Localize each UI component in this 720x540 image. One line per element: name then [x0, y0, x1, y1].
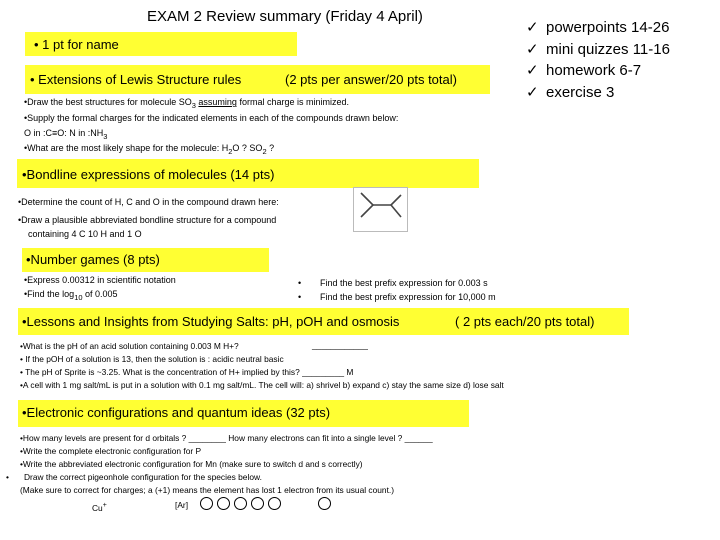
electronic-question-1: •How many levels are present for d orbitals ? ________ How many electrons can fit into a single level ? ______: [20, 433, 433, 443]
checklist-label: homework 6-7: [546, 62, 642, 79]
electronic-question-4-bullet: •: [6, 472, 9, 482]
electronic-question-2: •Write the complete electronic configuration for P: [20, 446, 202, 456]
checklist-label: mini quizzes 11-16: [546, 40, 670, 58]
lewis-line-1: •Draw the best structures for molecule $SO_3$ assuming formal charge is minimized.: [24, 97, 349, 110]
salts-answer-blank: ____________: [312, 340, 368, 350]
salts-points: ( 2 pts each/20 pts total): [455, 314, 595, 329]
lewis-heading: • Extensions of Lewis Structure rules: [30, 72, 242, 87]
numbers-right-1: Find the best prefix expression for 0.003 s: [320, 278, 488, 288]
electronic-question-3: •Write the abbreviated electronic configuration for Mn (make sure to switch d and s correctly): [20, 459, 363, 469]
d-orbital-circle: [200, 497, 213, 510]
name-item: • 1 pt for name: [34, 37, 119, 52]
bondline-structure-image: [353, 187, 408, 232]
d-orbital-circle: [234, 497, 247, 510]
checkmark-icon: ✓: [526, 62, 539, 79]
checklist-label: powerpoints 14-26: [546, 19, 670, 36]
orbital-boxes: [200, 497, 340, 513]
checklist-item: [526, 60, 670, 82]
checklist-label: exercise 3: [546, 83, 615, 101]
numbers-left-1: •Express 0.00312 in scientific notation: [24, 275, 176, 285]
checkmark-icon: ✓: [526, 19, 539, 36]
lewis-line-2: •Supply the formal charges for the indicated elements in each of the compounds drawn below:: [24, 113, 399, 123]
lewis-line-3: O in :C≡O: N in $:NH_3$: [24, 128, 108, 141]
checklist-item: [526, 39, 670, 61]
bondline-line-1: •Determine the count of H, C and O in the compound drawn here:: [18, 197, 279, 207]
argon-core-label: [Ar]: [175, 500, 189, 510]
lewis-line-4: •What are the most likely shape for the molecule: $H_2O$ ? $SO_2$ ?: [24, 143, 275, 156]
s-orbital-circle: [318, 497, 331, 510]
d-orbital-circle: [251, 497, 264, 510]
page-title: EXAM 2 Review summary (Friday 4 April): [147, 8, 423, 25]
numbers-right-2: Find the best prefix expression for 10,000 m: [320, 292, 496, 302]
review-checklist: [526, 17, 670, 103]
numbers-left-2: •Find the $\log_{10}$ of 0.005: [24, 289, 118, 302]
bondline-line-2: •Draw a plausible abbreviated bondline structure for a compound: [18, 215, 277, 225]
salts-question-4: •A cell with 1 mg salt/mL is put in a solution with 0.1 mg salt/mL. The cell will: a) shrivel b) expand c) stay the same size d) lose salt: [20, 380, 504, 390]
numbers-right-bullet: •: [298, 278, 302, 288]
bondline-line-3: containing 4 C 10 H and 1 O: [28, 229, 142, 239]
checkmark-icon: ✓: [526, 83, 539, 101]
checklist-item: [526, 17, 670, 39]
checklist-item: [526, 82, 670, 104]
numbers-right-bullet: •: [298, 292, 302, 302]
numbers-heading: •Number games (8 pts): [26, 252, 160, 267]
d-orbital-circle: [268, 497, 281, 510]
d-orbital-circle: [217, 497, 230, 510]
salts-heading: •Lessons and Insights from Studying Salts: pH, pOH and osmosis: [22, 314, 400, 329]
electronic-question-4: Draw the correct pigeonhole configuration for the species below.: [24, 472, 262, 482]
salts-question-2: • If the pOH of a solution is 13, then the solution is : acidic neutral basic: [20, 354, 284, 364]
cu-ion-label: Cu+: [92, 502, 107, 513]
electronic-question-5: (Make sure to correct for charges; a (+1) means the element has lost 1 electron from its usual count.): [20, 485, 395, 495]
salts-question-3: • The pH of Sprite is ~3.25. What is the concentration of H+ implied by this? _________ M: [20, 367, 354, 377]
electronic-heading: •Electronic configurations and quantum ideas (32 pts): [22, 405, 331, 420]
salts-question-1: •What is the pH of an acid solution containing 0.003 M H+?: [20, 341, 239, 351]
bondline-heading: •Bondline expressions of molecules (14 pts): [22, 167, 275, 182]
checkmark-icon: ✓: [526, 40, 539, 58]
lewis-points: (2 pts per answer/20 pts total): [285, 72, 457, 87]
